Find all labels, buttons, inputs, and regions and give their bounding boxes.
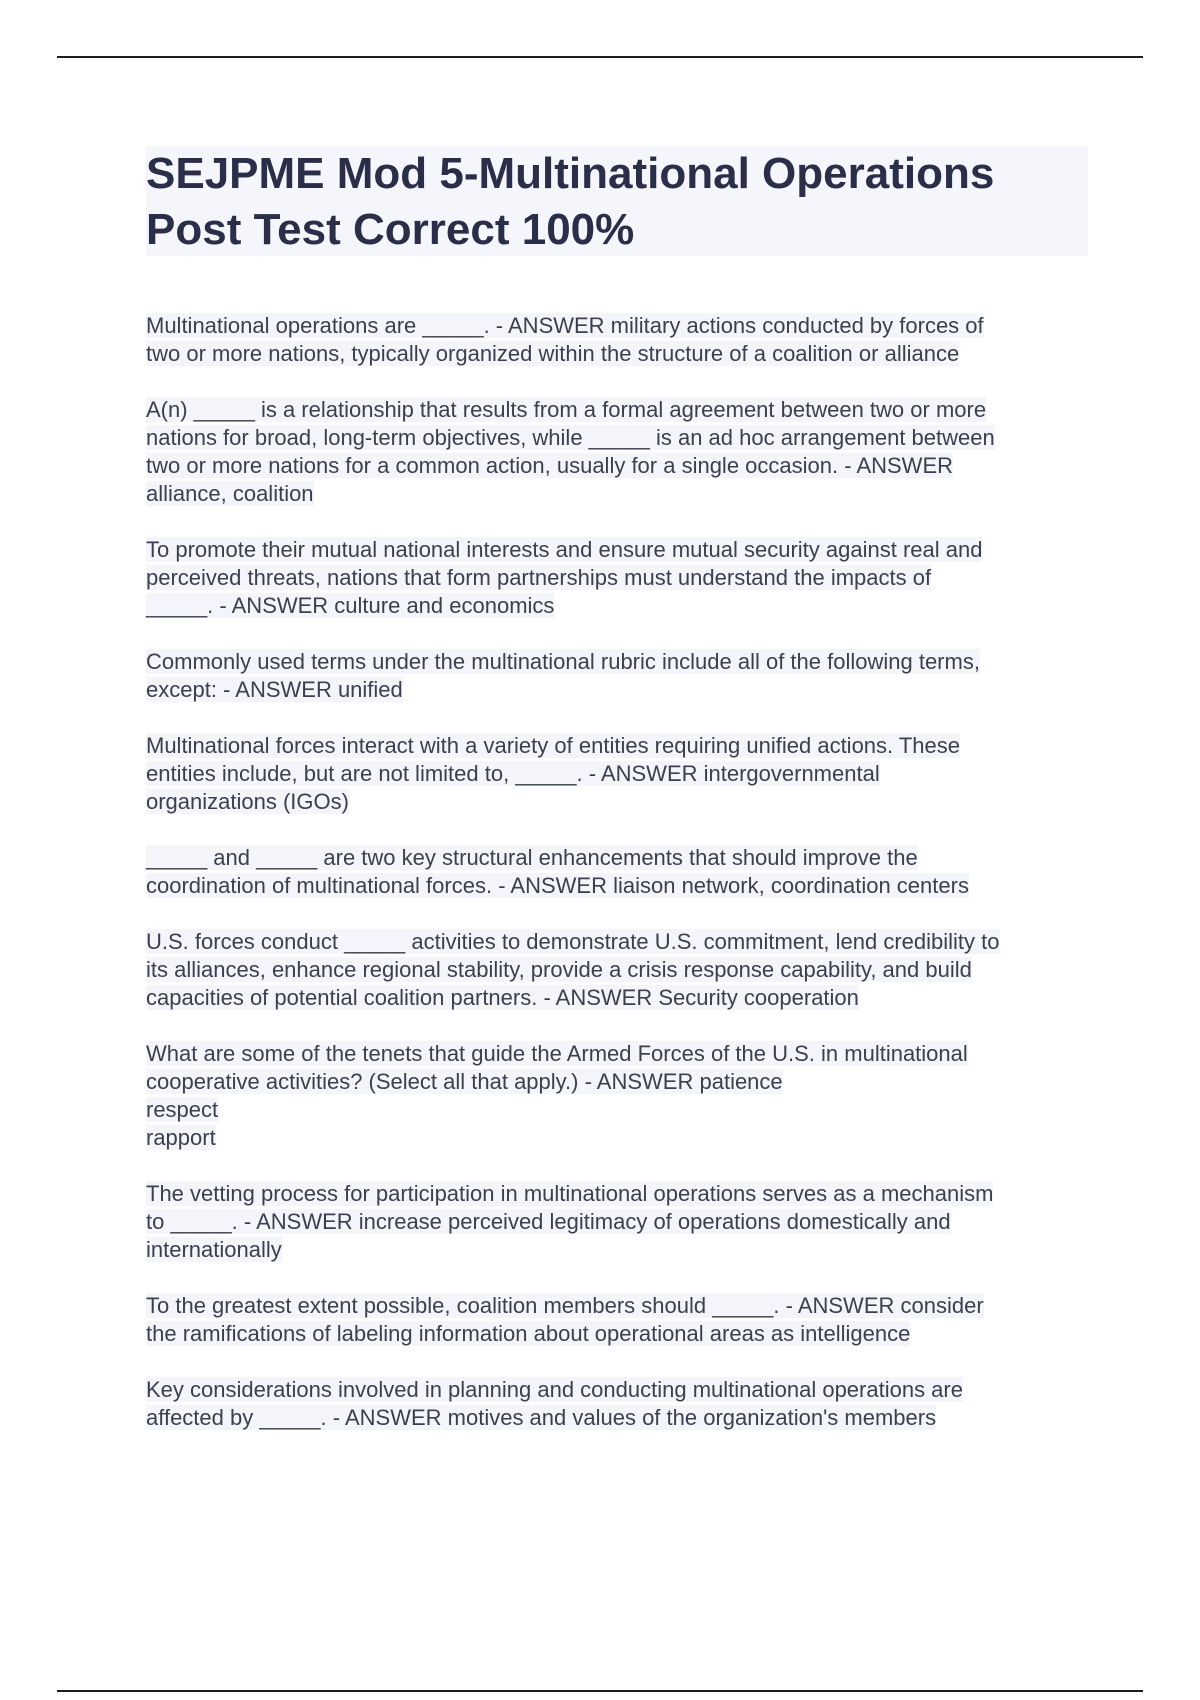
qa-line <box>146 1040 1096 1068</box>
qa-item <box>146 1376 1096 1432</box>
qa-line-text: Commonly used terms under the multinational rubric include all of the following terms, <box>146 649 980 674</box>
qa-line <box>146 1320 1096 1348</box>
qa-line <box>146 956 1096 984</box>
qa-line-text: To promote their mutual national interests and ensure mutual security against real and <box>146 537 983 562</box>
qa-line <box>146 1236 1096 1264</box>
qa-line <box>146 928 1096 956</box>
qa-line <box>146 760 1096 788</box>
qa-line <box>146 452 1096 480</box>
qa-line <box>146 732 1096 760</box>
qa-line-text: nations for broad, long-term objectives, while _____ is an ad hoc arrangement between <box>146 425 995 450</box>
qa-item <box>146 396 1096 508</box>
qa-line-text: To the greatest extent possible, coalition members should _____. - ANSWER consider <box>146 1293 984 1318</box>
qa-line-text: the ramifications of labeling information about operational areas as intelligence <box>146 1321 911 1346</box>
qa-line-text: U.S. forces conduct _____ activities to demonstrate U.S. commitment, lend credibility to <box>146 929 1000 954</box>
qa-line <box>146 1096 1096 1124</box>
qa-line-text: Key considerations involved in planning and conducting multinational operations are <box>146 1377 963 1402</box>
qa-item <box>146 1180 1096 1264</box>
qa-line-text: _____. - ANSWER culture and economics <box>146 593 555 618</box>
qa-line <box>146 648 1096 676</box>
qa-line-text: A(n) _____ is a relationship that results from a formal agreement between two or more <box>146 397 987 422</box>
qa-item <box>146 844 1096 900</box>
qa-line-text: entities include, but are not limited to, _____. - ANSWER intergovernmental <box>146 761 880 786</box>
qa-line <box>146 1292 1096 1320</box>
qa-line <box>146 424 1096 452</box>
qa-line-text: capacities of potential coalition partners. - ANSWER Security cooperation <box>146 985 859 1010</box>
qa-line <box>146 1208 1096 1236</box>
qa-item <box>146 312 1096 368</box>
qa-line-text: Multinational operations are _____. - ANSWER military actions conducted by forces of <box>146 313 984 338</box>
qa-line <box>146 1404 1096 1432</box>
question-answer-list <box>146 312 1096 1460</box>
document-title: SEJPME Mod 5-Multinational Operations Post Test Correct 100% <box>146 149 995 254</box>
qa-line-text: affected by _____. - ANSWER motives and values of the organization's members <box>146 1405 937 1430</box>
qa-line <box>146 536 1096 564</box>
qa-line <box>146 592 1096 620</box>
qa-line <box>146 396 1096 424</box>
qa-line <box>146 1068 1096 1096</box>
qa-line-text: internationally <box>146 1237 282 1262</box>
qa-line-text: perceived threats, nations that form partnerships must understand the impacts of <box>146 565 932 590</box>
qa-item <box>146 1040 1096 1152</box>
qa-item <box>146 1292 1096 1348</box>
qa-line <box>146 564 1096 592</box>
qa-item <box>146 732 1096 816</box>
qa-line-text: cooperative activities? (Select all that apply.) - ANSWER patience <box>146 1069 783 1094</box>
qa-line <box>146 844 1096 872</box>
qa-line <box>146 1376 1096 1404</box>
qa-line-text: two or more nations for a common action, usually for a single occasion. - ANSWER <box>146 453 954 478</box>
qa-line-text: _____ and _____ are two key structural enhancements that should improve the <box>146 845 918 870</box>
qa-line-text: The vetting process for participation in multinational operations serves as a mechanism <box>146 1181 994 1206</box>
qa-line-text: to _____. - ANSWER increase perceived legitimacy of operations domestically and <box>146 1209 951 1234</box>
qa-line-text: its alliances, enhance regional stability, provide a crisis response capability, and build <box>146 957 972 982</box>
qa-line-text: alliance, coalition <box>146 481 314 506</box>
qa-line-text: What are some of the tenets that guide the Armed Forces of the U.S. in multinational <box>146 1041 968 1066</box>
qa-line-text: organizations (IGOs) <box>146 789 349 814</box>
qa-line-text: respect <box>146 1097 219 1122</box>
qa-line-text: coordination of multinational forces. - ANSWER liaison network, coordination centers <box>146 873 969 898</box>
qa-line-text: except: - ANSWER unified <box>146 677 403 702</box>
qa-line-text: rapport <box>146 1125 216 1150</box>
top-rule <box>57 56 1143 58</box>
qa-item <box>146 928 1096 1012</box>
qa-line <box>146 1124 1096 1152</box>
qa-line <box>146 340 1096 368</box>
qa-line-text: two or more nations, typically organized within the structure of a coalition or alliance <box>146 341 960 366</box>
qa-line <box>146 984 1096 1012</box>
qa-item <box>146 536 1096 620</box>
title-block <box>146 146 1088 256</box>
qa-line <box>146 480 1096 508</box>
qa-line <box>146 872 1096 900</box>
qa-line <box>146 1180 1096 1208</box>
qa-line <box>146 788 1096 816</box>
qa-item <box>146 648 1096 704</box>
qa-line-text: Multinational forces interact with a variety of entities requiring unified actions. These <box>146 733 961 758</box>
bottom-rule <box>57 1690 1143 1692</box>
qa-line <box>146 312 1096 340</box>
qa-line <box>146 676 1096 704</box>
